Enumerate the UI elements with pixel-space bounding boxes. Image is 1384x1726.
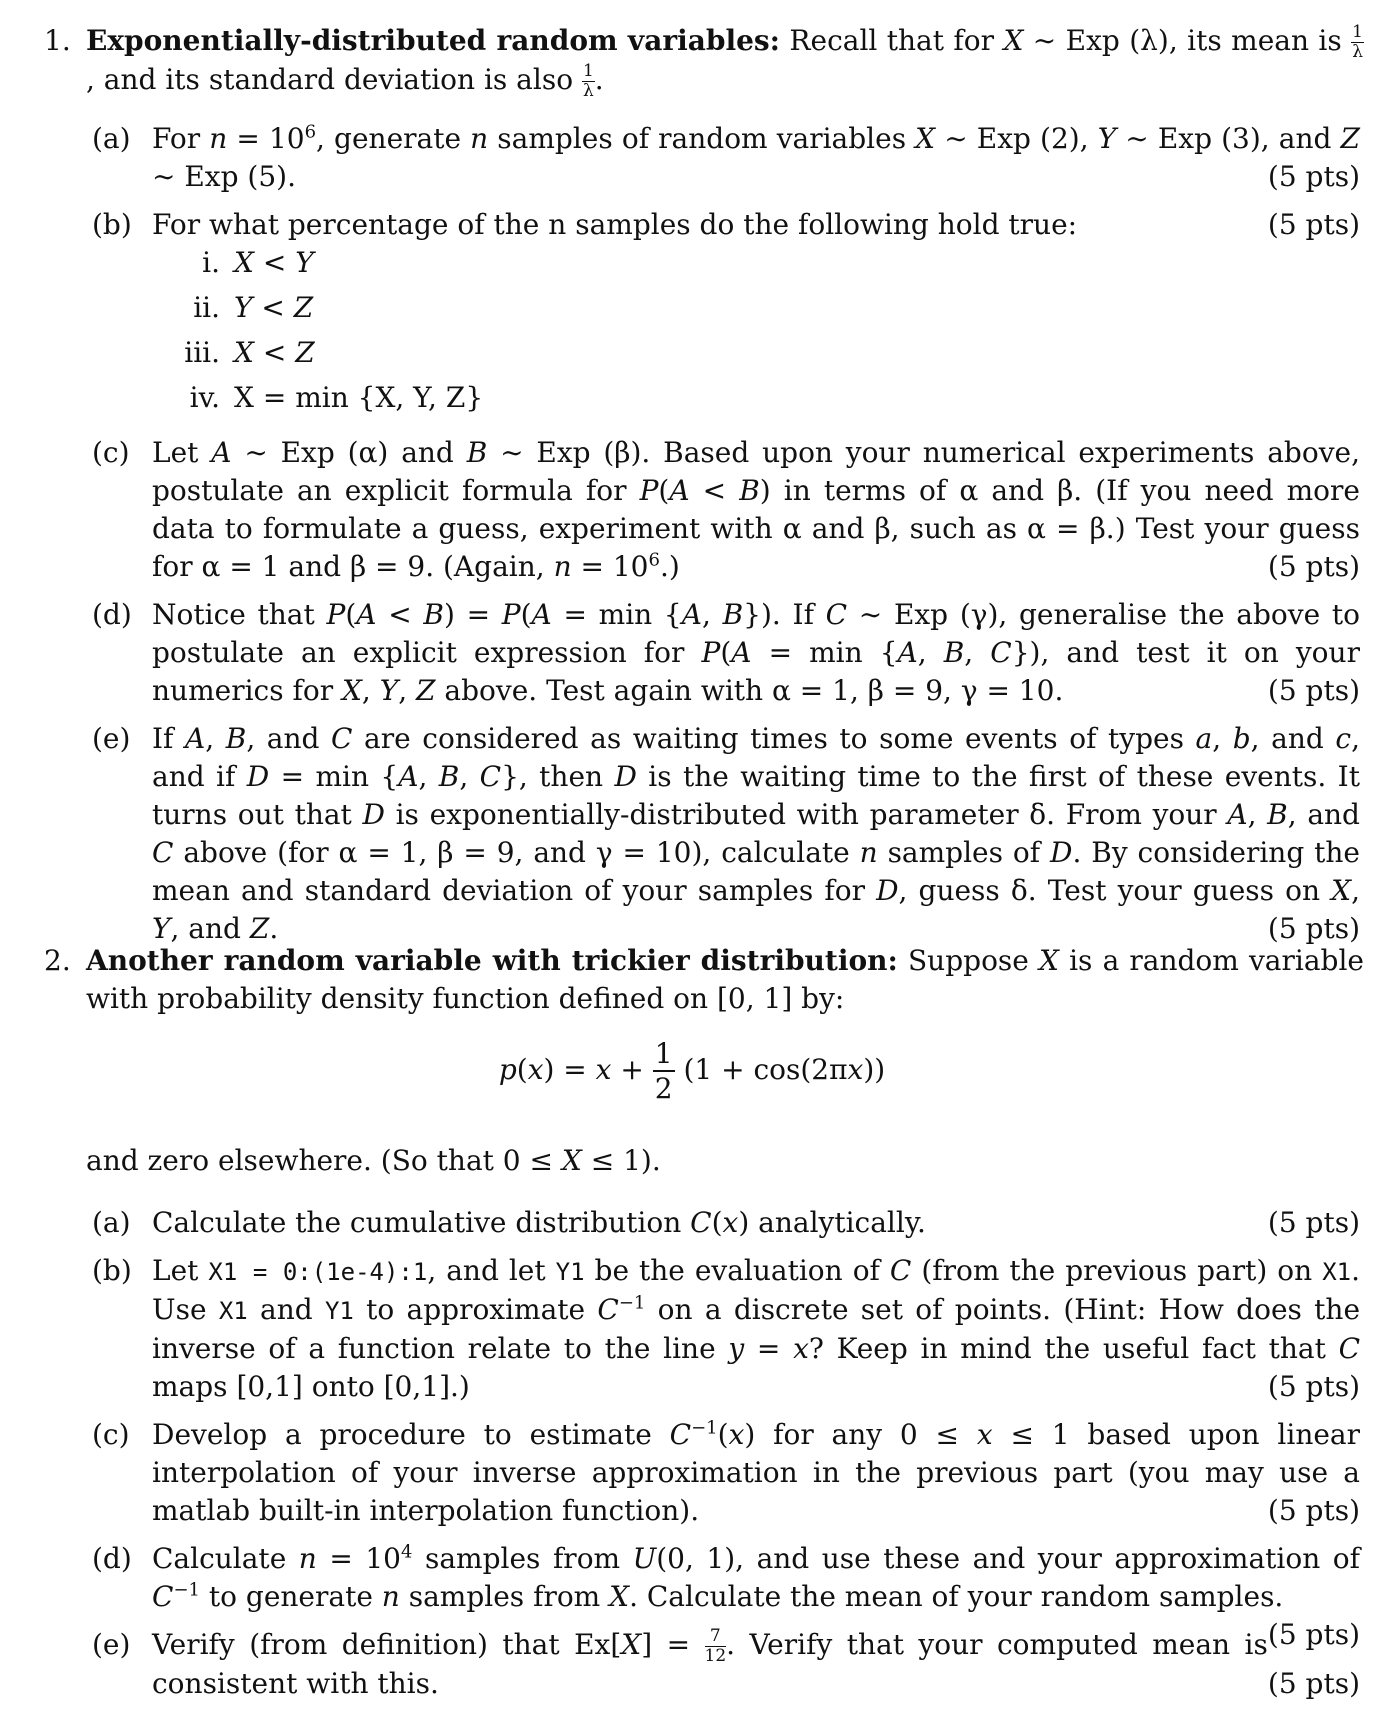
part-2c [92,1416,1360,1530]
part-text: Calculate the cumulative distribution C(x) analytically. (5 pts) [152,1204,1360,1242]
part-label: (e) [92,1628,131,1661]
subitem: iv. X = min {X, Y, Z} [189,381,484,414]
part-1e [92,720,1360,948]
part-text: Verify (from definition) that Ex[X] = $\frac{7}{12}$ . Verify that your computed mean is consistent with this. (5 pts) [152,1626,1360,1703]
part-text: Calculate $n = 10^4$ samples from U(0, 1), and use these and your approximation of $C^{-1}$ to generate n samples from X. Calculate the mean of your random samples. (5 pts) [152,1540,1360,1616]
part-label: (d) [92,1542,132,1575]
part-label: (e) [92,722,131,755]
problem-title: Another random variable with trickier distribution: [86,944,898,977]
part-label: (c) [92,436,130,469]
part-2e [92,1626,1360,1703]
points-label: (5 pts) [1267,1667,1360,1700]
subitem: iii. X < Z [184,336,315,369]
points-label: (5 pts) [1267,1370,1360,1403]
points-label: (5 pts) [1267,550,1360,583]
part-text: For $n = 10^6$, generate n samples of random variables X ∼ Exp (2), Y ∼ Exp (3), and Z ∼ Exp (5). (5 pts) [152,120,1360,196]
part-1b [92,206,1360,424]
points-label: (5 pts) [1267,674,1360,707]
part-text: Notice that P(A < B) = P(A = min {A, B}). If C ∼ Exp (γ), generalise the above to postulate an explicit expression for P(A = min {A, B, C}), and test it on your numerics for X, Y, Z above. Test again with α = 1, β = 9, γ = 10. (5 pts) [152,596,1360,710]
points-label: (5 pts) [1267,1206,1360,1239]
part-2d [92,1540,1361,1651]
points-label: (5 pts) [1267,160,1360,193]
problem-number: 2. [44,944,71,977]
problem-2 [44,942,1364,1018]
part-text: Let X1 = 0:(1e-4):1, and let Y1 be the evaluation of C (from the previous part) on X1. Use X1 and Y1 to approximate $C^{-1}$ on a discrete set of points. (Hint: How does the inverse of a function relate to the line y = x? Keep in mind the useful fact that C maps [0,1] onto [0,1].) (5 pts) [152,1252,1360,1406]
points-label: (5 pts) [1267,208,1360,241]
part-text: Develop a procedure to estimate $C^{-1}(x)$ for any 0 ≤ x ≤ 1 based upon linear interpolation of your inverse approximation in the previous part (you may use a matlab built-in interpolation function). (5 pts) [152,1416,1360,1530]
part-2a [92,1204,1360,1242]
part-2b [92,1252,1360,1406]
subitem: i. X < Y [202,246,314,279]
part-label: (c) [92,1418,130,1451]
part-text: For what percentage of the n samples do the following hold true: (5 pts) [152,206,1360,244]
part-label: (b) [92,1254,132,1287]
problem-intro: Another random variable with trickier distribution: Suppose X is a random variable with probability density function defined on [0, 1] by: [86,944,1364,1015]
part-text: Let A ∼ Exp (α) and B ∼ Exp (β). Based upon your numerical experiments above, postulate an explicit formula for P(A < B) in terms of α and β. (If you need more data to formulate a guess, experiment with α and β, such as α = β.) Test your guess for α = 1 and β = 9. (Again, $n = 10^6$.) (5 pts) [152,434,1360,586]
problem-2-parts [92,1204,1360,1713]
part-label: (a) [92,1206,131,1239]
problem-number: 1. [44,24,71,57]
points-label: (5 pts) [1267,1618,1360,1651]
part-1c [92,434,1360,586]
part-label: (d) [92,598,132,631]
part-1a [92,120,1360,196]
part-label: (a) [92,122,131,155]
pdf-formula: p(x) = x + $\frac{1}{2}$ (1 + cos(2πx)) [498,1037,886,1105]
problem-2-after [44,1142,1364,1180]
points-label: (5 pts) [1267,1494,1360,1527]
part-label: (b) [92,208,132,241]
points-label: (5 pts) [1267,912,1360,945]
problem-intro: Exponentially-distributed random variables: Recall that for X ∼ Exp (λ), its mean is $\frac{1}{\lambda}$ , and its standard deviation is also $\frac{1}{\lambda}$ . [86,22,1363,101]
subitem-list [152,244,1360,424]
part-1d [92,596,1360,710]
part-text: If A, B, and C are considered as waiting times to some events of types a, b, and c, and if D = min {A, B, C}, then D is the waiting time to the first of these events. It turns out that D is exponentially-distributed with parameter δ. From your A, B, and C above (for α = 1, β = 9, and γ = 10), calculate n samples of D. By considering the mean and standard deviation of your samples for D, guess δ. Test your guess on X, Y, and Z. (5 pts) [152,720,1360,948]
problem-1 [44,22,1364,100]
subitem: ii. Y < Z [193,291,314,324]
problem-title: Exponentially-distributed random variables: [86,24,780,57]
problem-1-parts [92,120,1360,958]
after-text: and zero elsewhere. (So that 0 ≤ X ≤ 1). [86,1144,661,1177]
